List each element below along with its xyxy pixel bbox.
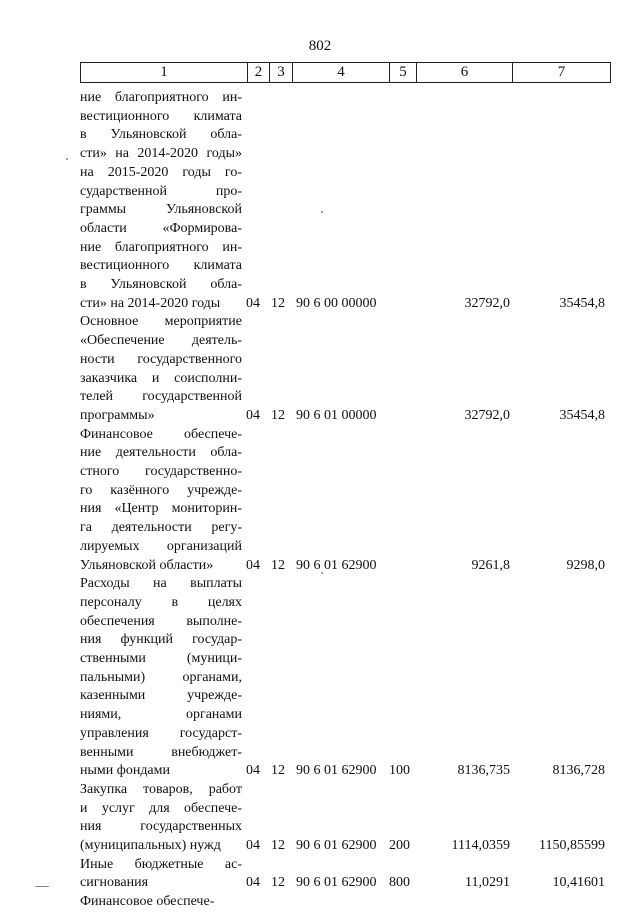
cell-c6: 32792,0 [464, 407, 510, 423]
description-line: Финансовое обеспече- [80, 426, 242, 442]
row-description [80, 893, 242, 912]
cell-c6: 8136,735 [457, 763, 510, 779]
cell-c2: 04 [246, 875, 260, 891]
cell-c3: 12 [271, 407, 285, 423]
description-line: сти» на 2014-2020 годы [80, 295, 221, 311]
col-header-3: 3 [270, 63, 293, 83]
row-description [80, 781, 242, 856]
description-line: лируемых организаций [80, 538, 242, 554]
description-line: области «Формирова- [80, 220, 242, 236]
description-line: Финансовое обеспече- [80, 894, 215, 910]
cell-c2: 04 [246, 295, 260, 311]
col-header-2: 2 [248, 63, 270, 83]
cell-c7: 1150,85599 [539, 838, 605, 853]
description-line: ние благоприятного ин- [80, 90, 242, 105]
description-line: Расходы на выплаты [80, 576, 242, 592]
description-line: вестиционного климата [80, 258, 242, 274]
cell-c6: 11,0291 [465, 875, 510, 891]
description-line: в Ульяновской обла- [80, 277, 242, 293]
cell-c3: 12 [271, 875, 285, 891]
cell-c7: 35454,8 [559, 407, 605, 423]
col-header-6: 6 [417, 63, 513, 83]
description-line: пальными) органами, [80, 669, 242, 685]
description-line: стного государственно- [80, 464, 242, 479]
description-line: в Ульяновской обла- [80, 127, 242, 143]
description-line: (муниципальных) нужд [80, 838, 221, 853]
description-line: Закупка товаров, работ [80, 781, 242, 797]
description-line: венными внебюджет- [80, 744, 242, 760]
cell-c6: 9261,8 [471, 557, 510, 573]
description-line: Основное мероприятие [80, 314, 242, 330]
scan-speck [66, 158, 68, 160]
cell-c5: 100 [389, 763, 410, 779]
cell-c5: 200 [389, 838, 410, 853]
row-description [80, 856, 242, 893]
description-line: и услуг для обеспече- [80, 800, 242, 816]
column-header-table [80, 62, 611, 83]
cell-c4: 90 6 01 62900 [296, 838, 377, 853]
description-line: граммы Ульяновской [80, 202, 242, 218]
description-line: ния функций государ- [80, 632, 242, 648]
cell-c3: 12 [271, 763, 285, 779]
description-line: казенными учрежде- [80, 688, 242, 704]
cell-c3: 12 [271, 838, 285, 853]
col-header-5: 5 [390, 63, 417, 83]
description-line: га деятельности регу- [80, 520, 242, 536]
col-header-7: 7 [513, 63, 611, 83]
description-line: на 2015-2020 годы го- [80, 164, 242, 180]
cell-c7: 35454,8 [559, 295, 605, 311]
row-description [80, 426, 242, 576]
cell-c4: 90 6 01 62900 [296, 875, 377, 891]
description-line: обеспечения выполне- [80, 613, 242, 629]
description-line: ными фондами [80, 763, 171, 779]
description-line: телей государственной [80, 389, 242, 405]
description-line: сти» на 2014-2020 годы» [80, 146, 242, 162]
cell-c2: 04 [246, 763, 260, 779]
description-line: ственными (муници- [80, 651, 242, 666]
description-line: ности государственного [80, 351, 242, 367]
scan-speck [321, 572, 323, 574]
row-description [80, 313, 242, 425]
description-line: го казённого учрежде- [80, 482, 242, 498]
description-line: Ульяновской области» [80, 557, 214, 573]
description-line: ние деятельности обла- [80, 445, 242, 461]
cell-c3: 12 [271, 295, 285, 311]
cell-c2: 04 [246, 557, 260, 573]
description-line: ния «Центр мониторин- [80, 501, 242, 517]
description-line: Иные бюджетные ас- [80, 856, 242, 872]
cell-c6: 1114,0359 [451, 838, 510, 853]
description-line: вестиционного климата [80, 108, 242, 124]
description-line: ниями, органами [80, 707, 242, 723]
col-header-4: 4 [293, 63, 390, 83]
description-line: «Обеспечение деятель- [80, 333, 242, 349]
cell-c4: 90 6 01 62900 [296, 557, 377, 573]
description-line: управления государст- [80, 725, 242, 741]
description-line: персоналу в целях [80, 594, 242, 610]
col-header-1: 1 [81, 63, 248, 83]
cell-c3: 12 [271, 557, 285, 573]
cell-c6: 32792,0 [464, 295, 510, 311]
cell-c7: 8136,728 [552, 763, 605, 779]
cell-c4: 90 6 00 00000 [296, 295, 377, 311]
row-description [80, 575, 242, 781]
description-line: ния государственных [80, 819, 242, 835]
scan-speck [35, 886, 49, 887]
cell-c7: 9298,0 [566, 557, 605, 573]
cell-c2: 04 [246, 838, 260, 853]
cell-c2: 04 [246, 407, 260, 423]
cell-c5: 800 [389, 875, 410, 891]
cell-c4: 90 6 01 00000 [296, 407, 377, 423]
description-line: ние благоприятного ин- [80, 239, 242, 255]
cell-c7: 10,41601 [552, 875, 605, 891]
cell-c4: 90 6 01 62900 [296, 763, 377, 779]
description-line: заказчика и соисполни- [80, 370, 242, 386]
page-number: 802 [308, 38, 332, 54]
row-description [80, 89, 242, 313]
description-line: сигнования [80, 875, 149, 891]
description-line: программы» [80, 407, 155, 423]
scan-speck [321, 211, 323, 213]
description-line: сударственной про- [80, 183, 242, 199]
